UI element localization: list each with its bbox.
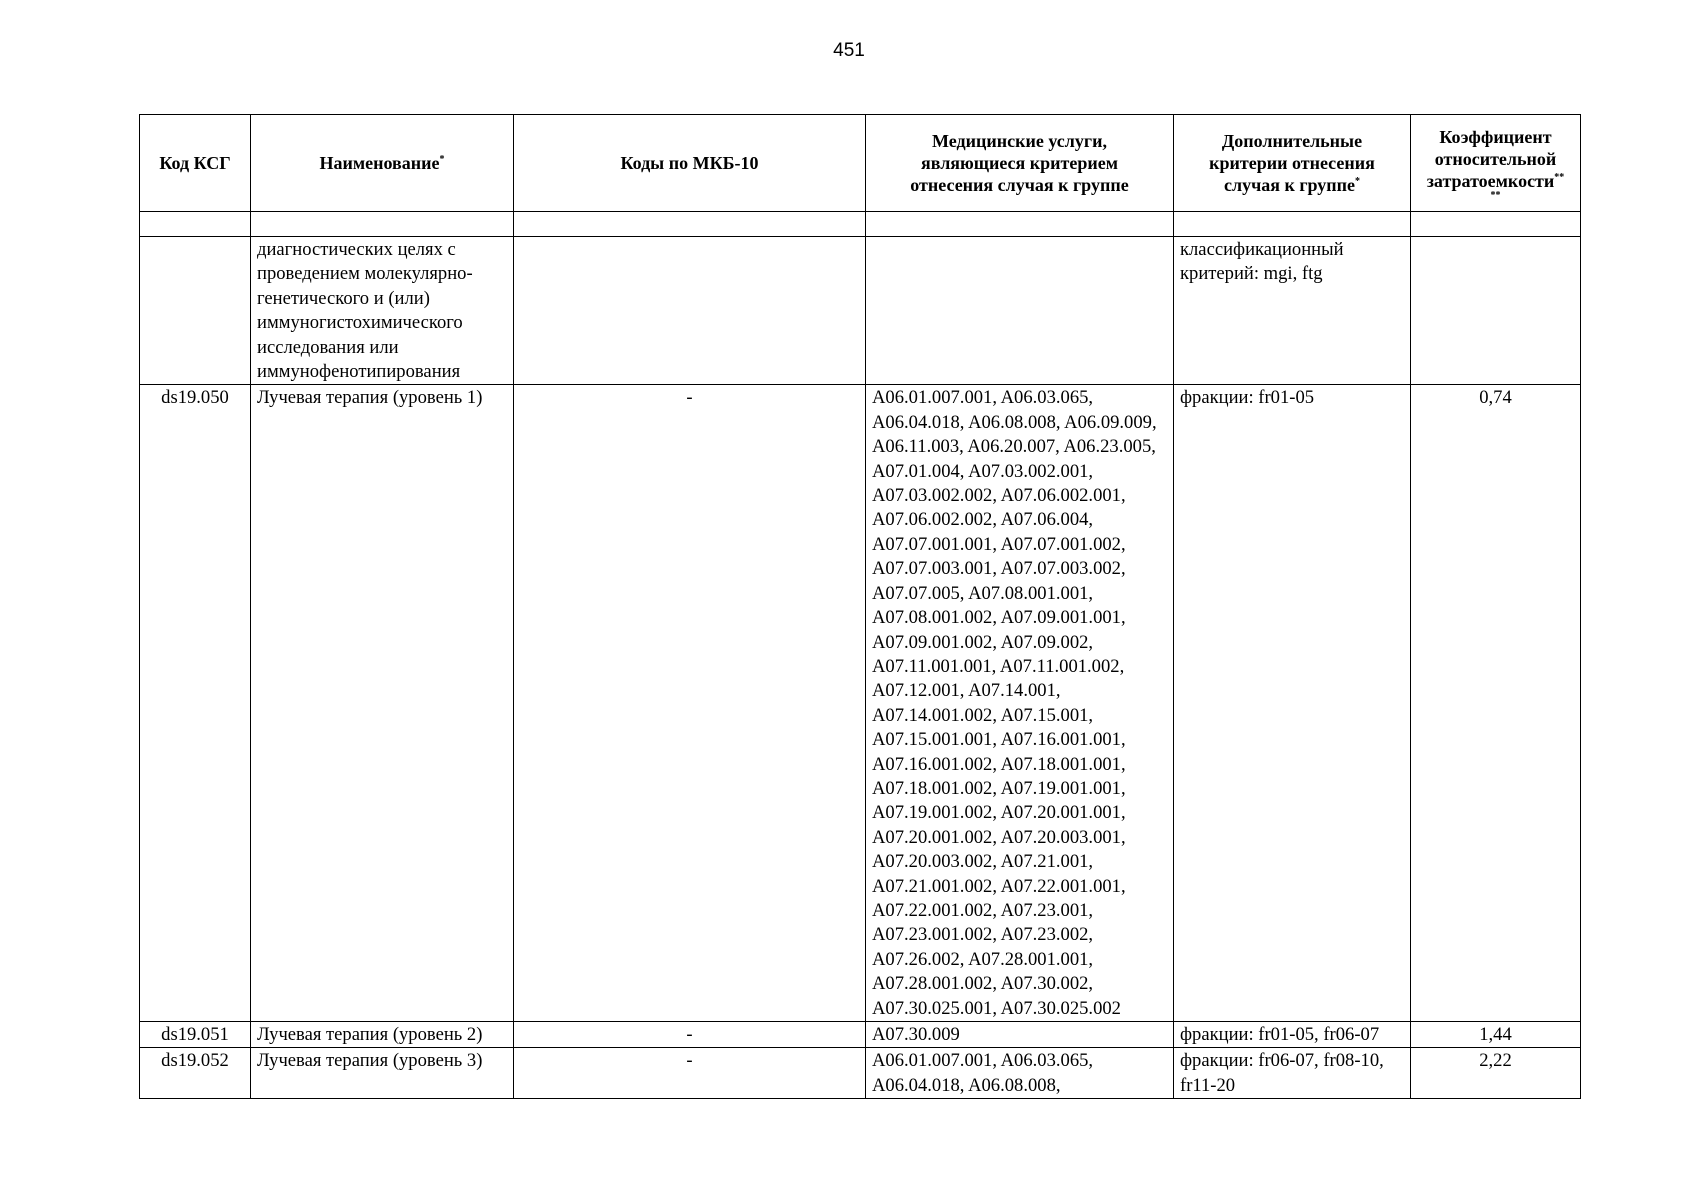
table-row [140,1048,1581,1099]
spacer-cell [140,212,251,237]
cell-name: Лучевая терапия (уровень 1) [251,385,514,1022]
cell-code: ds19.052 [140,1048,251,1099]
cell-name: Лучевая терапия (уровень 2) [251,1022,514,1048]
cell-coef [1411,237,1581,385]
cell-code [140,237,251,385]
cell-services [866,237,1174,385]
spacer-row [140,212,1581,237]
cell-coef: 0,74 [1411,385,1581,1022]
footnote-mark: * [1355,176,1361,187]
cell-mkb [514,237,866,385]
spacer-cell [514,212,866,237]
cell-extra: фракции: fr06-07, fr08-10, fr11-20 [1174,1048,1411,1099]
spacer-cell [866,212,1174,237]
cell-coef: 1,44 [1411,1022,1581,1048]
cell-services: A06.01.007.001, A06.03.065, A06.04.018, A06.08.008, A06.09.009, A06.11.003, A06.20.007, A06.23.005, A07.01.004, A07.03.002.001, A07.03.002.002, A07.06.002.001, A07.06.002.002, A07.06.004, A07.07.001.001, A07.07.001.002, A07.07.003.001, A07.07.003.002, A07.07.005, A07.08.001.001, A07.08.001.002, A07.09.001.001, A07.09.001.002, A07.09.002, A07.11.001.001, A07.11.001.002, A07.12.001, A07.14.001, A07.14.001.002, A07.15.001, A07.15.001.001, A07.16.001.001, A07.16.001.002, A07.18.001.001, A07.18.001.002, A07.19.001.001, A07.19.001.002, A07.20.001.001, A07.20.001.002, A07.20.003.001, A07.20.003.002, A07.21.001, A07.21.001.002, A07.22.001.001, A07.22.001.002, A07.23.001, A07.23.001.002, A07.23.002, A07.26.002, A07.28.001.001, A07.28.001.002, A07.30.002, A07.30.025.001, A07.30.025.002 [866,385,1174,1022]
spacer-cell [1174,212,1411,237]
cell-extra: фракции: fr01-05, fr06-07 [1174,1022,1411,1048]
cell-code: ds19.051 [140,1022,251,1048]
table-row [140,1022,1581,1048]
spacer-cell [1411,212,1581,237]
cell-code: ds19.050 [140,385,251,1022]
footnote-mark: * [439,154,445,165]
table-row [140,385,1581,1022]
header-name: Наименование* [251,115,514,212]
cell-mkb: - [514,385,866,1022]
table-row [140,237,1581,385]
cell-services: A06.01.007.001, A06.03.065, A06.04.018, A06.08.008, [866,1048,1174,1099]
footnote-mark-2: ** [1490,190,1501,201]
cell-services: A07.30.009 [866,1022,1174,1048]
spacer-cell [251,212,514,237]
cell-mkb: - [514,1048,866,1099]
cell-extra: классификационный критерий: mgi, ftg [1174,237,1411,385]
ksg-table [139,114,1581,1099]
cell-coef: 2,22 [1411,1048,1581,1099]
header-mkb: Коды по МКБ-10 [514,115,866,212]
footnote-mark: ** [1554,172,1565,183]
header-coefficient: Коэффициент относительной затратоемкости** ** [1411,115,1581,212]
cell-extra: фракции: fr01-05 [1174,385,1411,1022]
page-number: 451 [833,40,865,61]
table-header-row [140,115,1581,212]
cell-name: диагностических целях с проведением молекулярно-генетического и (или) иммуногистохимического исследования или иммунофенотипирования [251,237,514,385]
header-extra-criteria: Дополнительные критерии отнесения случая к группе* [1174,115,1411,212]
header-services: Медицинские услуги, являющиеся критерием отнесения случая к группе [866,115,1174,212]
cell-mkb: - [514,1022,866,1048]
header-code: Код КСГ [140,115,251,212]
cell-name: Лучевая терапия (уровень 3) [251,1048,514,1099]
